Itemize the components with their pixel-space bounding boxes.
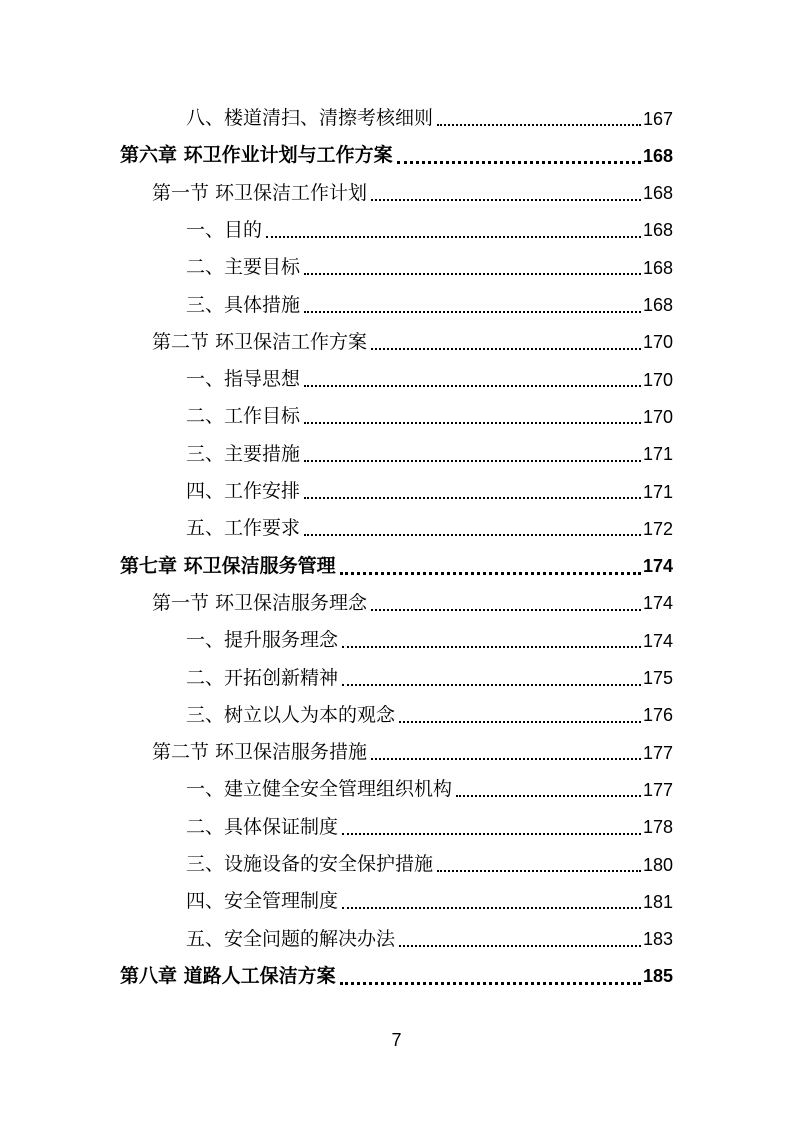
toc-entry-page: 168: [642, 257, 673, 278]
toc-item-entry[interactable]: [186, 883, 673, 920]
page-number: 7: [391, 1030, 402, 1050]
toc-entry-title: 四、工作安排: [186, 480, 301, 502]
toc-entry-page: 171: [642, 444, 673, 465]
toc-entry-page: 177: [642, 742, 673, 763]
toc-dot-leader: [304, 497, 641, 499]
toc-item-entry[interactable]: [186, 398, 673, 435]
toc-entry-page: 168: [642, 145, 673, 166]
toc-dot-leader: [399, 945, 641, 947]
toc-item-entry[interactable]: [186, 212, 673, 249]
toc-section-entry[interactable]: [152, 585, 673, 622]
toc-entry-title: 三、设施设备的安全保护措施: [186, 853, 434, 875]
toc-chapter-entry[interactable]: [120, 958, 673, 995]
toc-entry-title: 一、指导思想: [186, 368, 301, 391]
toc-entry-title: 第一节 环卫保洁工作计划: [152, 181, 368, 204]
toc-dot-leader: [304, 385, 641, 387]
toc-entry-page: 167: [642, 108, 673, 129]
toc-entry-title: 四、安全管理制度: [186, 890, 339, 913]
toc-dot-leader: [266, 236, 641, 238]
toc-entry-title: 第七章 环卫保洁服务管理: [120, 554, 336, 577]
toc-entry-page: 174: [642, 593, 673, 614]
toc-item-entry[interactable]: [186, 846, 673, 883]
toc-item-entry[interactable]: [186, 622, 673, 659]
toc-dot-leader: [304, 422, 641, 424]
toc-dot-leader: [340, 982, 641, 985]
toc-dot-leader: [437, 124, 641, 126]
toc-entry-page: 174: [642, 556, 673, 577]
toc-entry-title: 二、开拓创新精神: [186, 666, 339, 689]
toc-item-entry[interactable]: [186, 771, 673, 808]
toc-entry-title: 第一节 环卫保洁服务理念: [152, 591, 368, 614]
toc-entry-title: 第二节 环卫保洁服务措施: [152, 741, 368, 764]
toc-item-entry[interactable]: [186, 436, 673, 473]
toc-entry-title: 二、具体保证制度: [186, 815, 339, 838]
toc-item-entry[interactable]: [186, 361, 673, 398]
toc-chapter-entry[interactable]: [120, 548, 673, 585]
toc-item-entry[interactable]: [186, 510, 673, 547]
toc-entry-page: 177: [642, 779, 673, 800]
toc-entry-page: 170: [642, 332, 673, 353]
toc-item-entry[interactable]: [186, 473, 673, 510]
toc-entry-page: 170: [642, 369, 673, 390]
toc-dot-leader: [371, 348, 641, 350]
toc-entry-page: 185: [642, 966, 673, 987]
toc-entry-title: 第六章 环卫作业计划与工作方案: [120, 144, 393, 167]
toc-dot-leader: [342, 833, 641, 835]
toc-section-entry[interactable]: [152, 324, 673, 361]
toc-dot-leader: [397, 161, 641, 164]
toc-item-entry[interactable]: [186, 809, 673, 846]
toc-dot-leader: [342, 646, 641, 648]
toc-chapter-entry[interactable]: [120, 137, 673, 174]
toc-dot-leader: [304, 273, 641, 275]
toc-entry-title: 二、主要目标: [186, 256, 301, 279]
toc-item-entry[interactable]: [186, 921, 673, 958]
toc-entry-page: 168: [642, 220, 673, 241]
toc-entry-title: 二、工作目标: [186, 405, 301, 428]
toc-entry-title: 三、具体措施: [186, 293, 301, 316]
toc-entry-title: 三、主要措施: [186, 442, 301, 465]
toc-entry-title: 一、建立健全安全管理组织机构: [186, 778, 453, 801]
toc-section-entry[interactable]: [152, 175, 673, 212]
toc-dot-leader: [456, 795, 641, 797]
toc-item-entry[interactable]: [186, 100, 673, 137]
toc-entry-page: 172: [642, 518, 673, 539]
toc-entry-page: 168: [642, 183, 673, 204]
toc-entry-title: 一、目的: [186, 218, 263, 241]
toc-entry-page: 170: [642, 406, 673, 427]
toc-dot-leader: [371, 609, 641, 611]
toc-dot-leader: [399, 721, 641, 723]
toc-item-entry[interactable]: [186, 249, 673, 286]
toc-section-entry[interactable]: [152, 734, 673, 771]
toc-dot-leader: [342, 684, 641, 686]
toc-entry-page: 178: [642, 817, 673, 838]
toc-entry-title: 第八章 道路人工保洁方案: [120, 964, 336, 987]
toc-item-entry[interactable]: [186, 287, 673, 324]
toc-dot-leader: [304, 311, 641, 313]
toc-entry-title: 第二节 环卫保洁工作方案: [152, 330, 368, 353]
toc-dot-leader: [340, 572, 641, 575]
toc-entry-page: 176: [642, 705, 673, 726]
toc-entry-page: 183: [642, 929, 673, 950]
toc-item-entry[interactable]: [186, 660, 673, 697]
toc-dot-leader: [304, 534, 641, 536]
toc-dot-leader: [342, 907, 641, 909]
toc-entry-title: 一、提升服务理念: [186, 629, 339, 652]
toc-entry-title: 三、树立以人为本的观念: [186, 703, 396, 726]
toc-dot-leader: [371, 758, 641, 760]
toc-entry-page: 181: [642, 891, 673, 912]
toc-entry-title: 五、工作要求: [186, 517, 301, 540]
toc-entry-page: 168: [642, 295, 673, 315]
toc-entry-page: 174: [642, 630, 673, 651]
toc-dot-leader: [437, 870, 641, 872]
toc-entry-title: 八、楼道清扫、清擦考核细则: [186, 107, 434, 129]
toc-dot-leader: [371, 199, 641, 201]
toc-entry-page: 171: [642, 481, 673, 502]
toc-dot-leader: [304, 460, 641, 462]
toc-item-entry[interactable]: [186, 697, 673, 734]
toc-entry-page: 180: [642, 854, 673, 875]
toc-entry-title: 五、安全问题的解决办法: [186, 927, 396, 950]
toc-entry-page: 175: [642, 668, 673, 688]
